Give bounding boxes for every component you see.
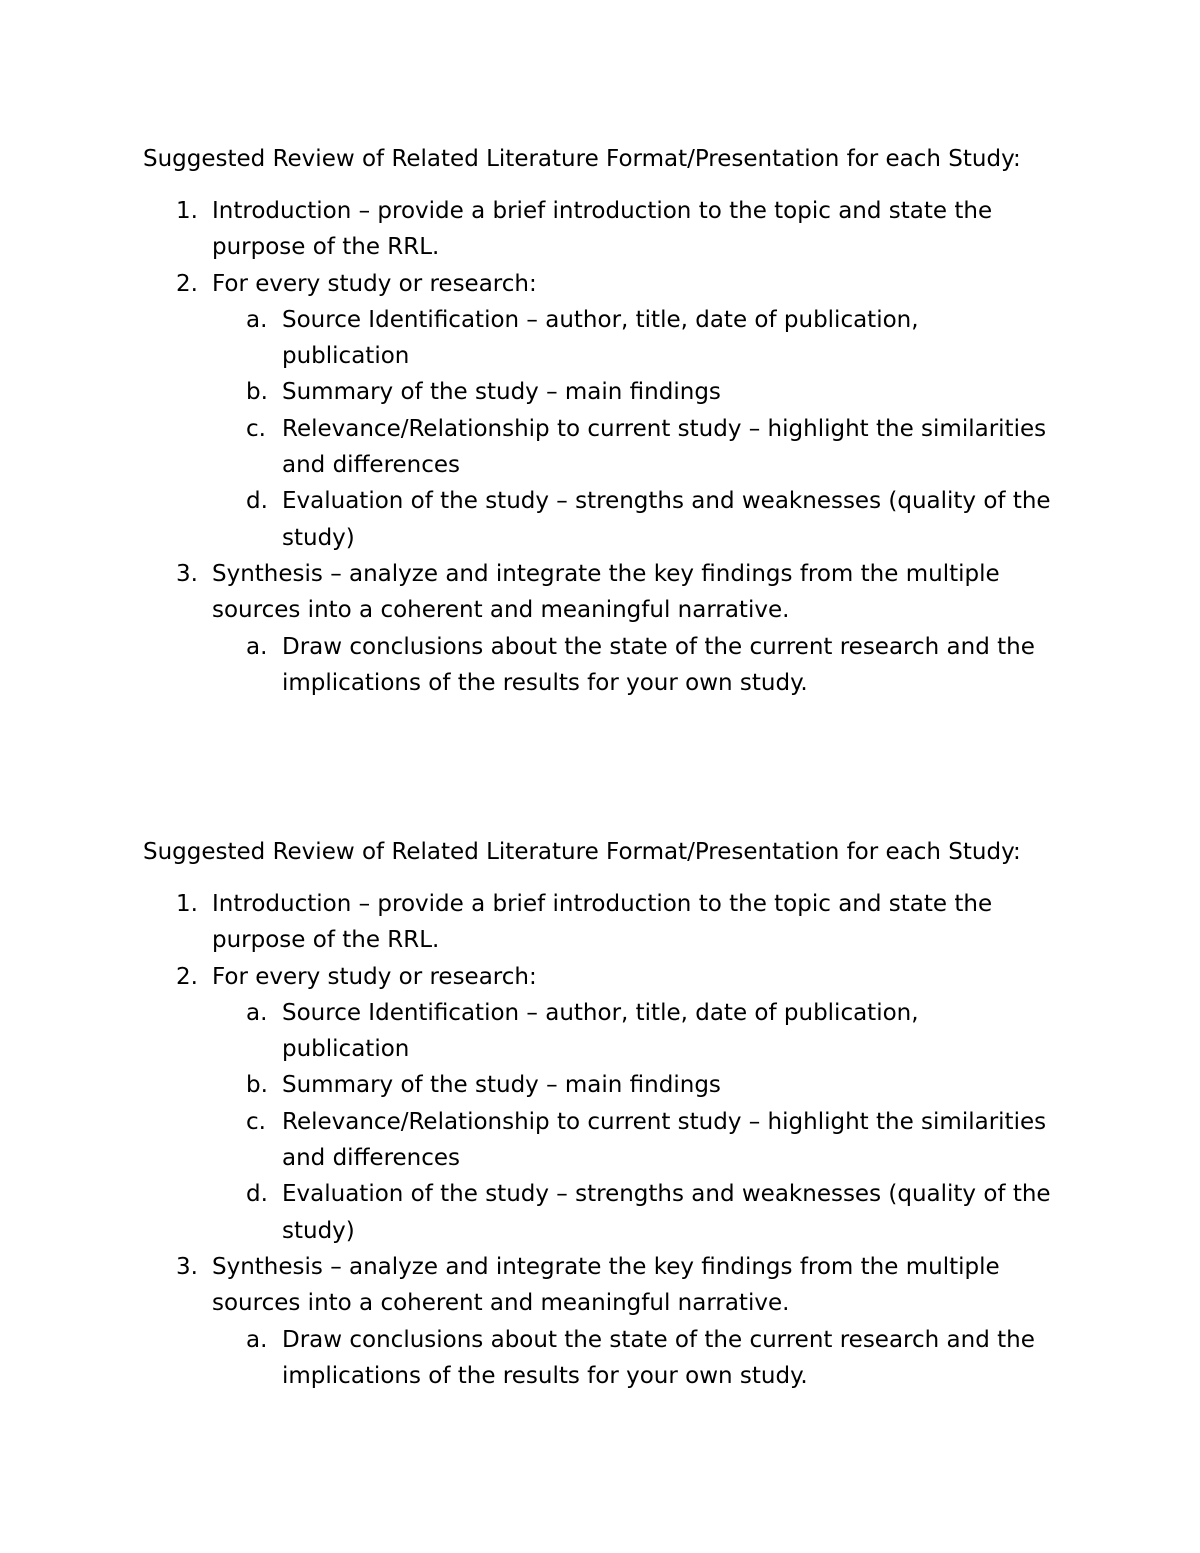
list-item-text: Summary of the study – main findings [282,379,721,406]
list-item-text: Evaluation of the study – strengths and weaknesses (quality of the study) [282,1181,1051,1244]
list-item [143,886,1053,959]
list-item [143,266,1053,302]
list-item [143,193,1053,266]
outline-list [143,193,1053,701]
list-item [143,411,1053,484]
list-item-text: Summary of the study – main findings [282,1072,721,1099]
list-marker: d. [246,488,268,515]
section-heading: Suggested Review of Related Literature Format/Presentation for each Study: [143,839,1021,865]
list-item-text: Introduction – provide a brief introduction to the topic and state the purpose of the RRL. [212,198,993,261]
list-marker: b. [246,1072,268,1099]
section-heading: Suggested Review of Related Literature Format/Presentation for each Study: [143,146,1021,172]
list-item [143,1176,1053,1249]
list-item [143,1104,1053,1177]
list-marker: 2. [176,270,198,297]
list-marker: 1. [176,198,198,224]
list-item-text: Draw conclusions about the state of the current research and the implications of the results for your own study. [282,1326,1035,1389]
list-item [143,1067,1053,1103]
list-marker: c. [246,415,266,442]
list-marker: d. [246,1181,268,1208]
list-marker: a. [246,633,268,660]
list-marker: b. [246,379,268,406]
list-marker: 1. [176,891,198,917]
list-marker: 3. [176,1253,198,1280]
format-section-1 [143,141,1053,701]
list-item [143,302,1053,375]
list-item-text: Synthesis – analyze and integrate the key findings from the multiple sources into a coherent and meaningful narrative. [212,1253,1000,1317]
list-item-text: Relevance/Relationship to current study – highlight the similarities and differences [282,415,1047,479]
list-item-text: Draw conclusions about the state of the current research and the implications of the results for your own study. [282,633,1035,696]
list-item [143,374,1053,410]
list-item-text: For every study or research: [212,963,537,990]
list-marker: 2. [176,963,198,990]
list-item-text: Relevance/Relationship to current study – highlight the similarities and differences [282,1108,1047,1172]
list-item [143,629,1053,702]
list-item [143,1322,1053,1395]
list-item-text: Source Identification – author, title, date of publication, publication [282,999,919,1063]
list-item-text: Evaluation of the study – strengths and weaknesses (quality of the study) [282,488,1051,551]
list-marker: a. [246,306,268,333]
list-item-text: Synthesis – analyze and integrate the key findings from the multiple sources into a coherent and meaningful narrative. [212,560,1000,624]
list-item [143,483,1053,556]
list-item-text: Introduction – provide a brief introduction to the topic and state the purpose of the RRL. [212,891,993,954]
list-item-text: Source Identification – author, title, date of publication, publication [282,306,919,370]
list-item [143,1249,1053,1322]
format-section-2 [143,834,1053,1394]
list-marker: a. [246,999,268,1026]
list-item-text: For every study or research: [212,270,537,297]
list-item [143,995,1053,1068]
list-marker: c. [246,1108,266,1135]
outline-list [143,886,1053,1394]
list-marker: 3. [176,560,198,587]
list-item [143,556,1053,629]
list-marker: a. [246,1326,268,1353]
list-item [143,959,1053,995]
